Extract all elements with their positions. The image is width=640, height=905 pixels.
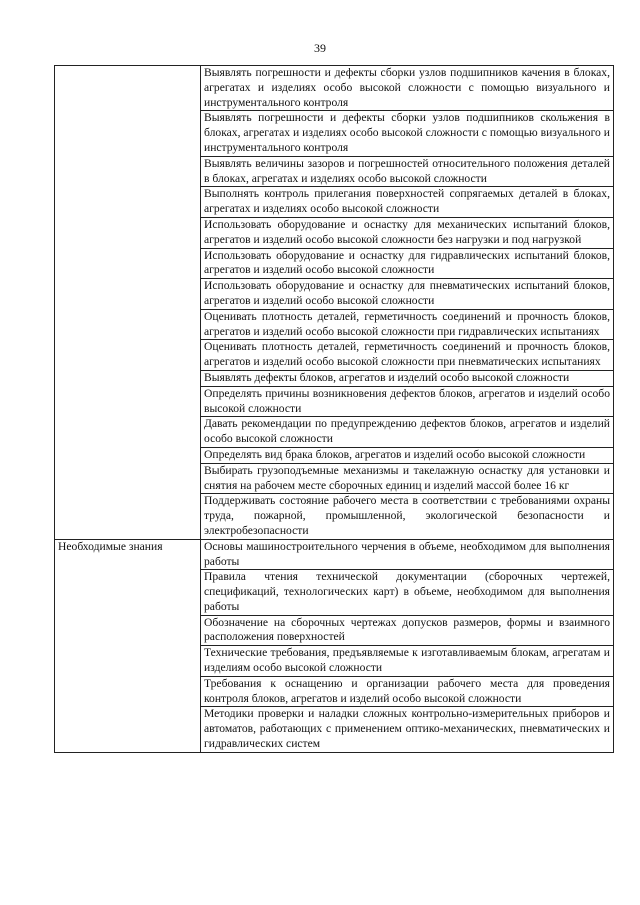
requirement-text: Использовать оборудование и оснастку для пневматических испытаний блоков, агрегатов и изделий особо высокой сложности: [201, 279, 614, 310]
requirement-text: Использовать оборудование и оснастку для механических испытаний блоков, агрегатов и изделий особо высокой сложности без нагрузки и под нагрузкой: [201, 217, 614, 248]
section-label-continuation: [55, 447, 201, 463]
requirement-text: Выявлять погрешности и дефекты сборки узлов подшипников качения в блоках, агрегатах и изделиях особо высокой сложности с помощью визуального и инструментального контроля: [201, 66, 614, 111]
table-row: [55, 309, 614, 340]
table-row: [55, 370, 614, 386]
table-row: [55, 447, 614, 463]
table-row: [55, 646, 614, 677]
requirement-text: Определять причины возникновения дефектов блоков, агрегатов и изделий особо высокой сложности: [201, 386, 614, 417]
table-row: [55, 111, 614, 156]
section-label-continuation: [55, 646, 201, 677]
section-label-continuation: [55, 156, 201, 187]
section-label-continuation: [55, 279, 201, 310]
requirement-text: Давать рекомендации по предупреждению дефектов блоков, агрегатов и изделий особо высокой сложности: [201, 417, 614, 448]
requirement-text: Выявлять величины зазоров и погрешностей относительного положения деталей в блоках, агрегатах и изделиях особо высокой сложности: [201, 156, 614, 187]
table-row: [55, 494, 614, 539]
table-row: [55, 156, 614, 187]
requirement-text: Поддерживать состояние рабочего места в соответствии с требованиями охраны труда, пожарной, промышленной, экологической безопасности и электробезопасности: [201, 494, 614, 539]
table-row: [55, 417, 614, 448]
page-number: 39: [314, 41, 326, 55]
section-label-continuation: [55, 463, 201, 494]
table-row: [55, 570, 614, 615]
table-row: [55, 615, 614, 646]
requirement-text: Правила чтения технической документации (сборочных чертежей, спецификаций, технологических карт) в объеме, необходимом для выполнения работы: [201, 570, 614, 615]
section-label: Необходимые знания: [55, 539, 201, 570]
section-label-continuation: [55, 676, 201, 707]
requirement-text: Определять вид брака блоков, агрегатов и изделий особо высокой сложности: [201, 447, 614, 463]
section-label-continuation: [55, 309, 201, 340]
requirement-text: Выбирать грузоподъемные механизмы и такелажную оснастку для установки и снятия на рабочем месте сборочных единиц и изделий массой более 16 кг: [201, 463, 614, 494]
requirement-text: Выявлять дефекты блоков, агрегатов и изделий особо высокой сложности: [201, 370, 614, 386]
section-label-continuation: [55, 570, 201, 615]
table-row: [55, 66, 614, 111]
section-label-continuation: [55, 615, 201, 646]
table-row: [55, 707, 614, 752]
table-row: [55, 340, 614, 371]
requirement-text: Оценивать плотность деталей, герметичность соединений и прочность блоков, агрегатов и изделий особо высокой сложности при гидравлических испытаниях: [201, 309, 614, 340]
table-body: [55, 66, 614, 753]
section-label-continuation: [55, 340, 201, 371]
requirement-text: Требования к оснащению и организации рабочего места для проведения контроля блоков, агрегатов и изделий особо высокой сложности: [201, 676, 614, 707]
table-row: [55, 386, 614, 417]
table-row: [55, 217, 614, 248]
section-label-continuation: [55, 370, 201, 386]
requirement-text: Технические требования, предъявляемые к изготавливаемым блокам, агрегатам и изделиям особо высокой сложности: [201, 646, 614, 677]
section-label-continuation: [55, 187, 201, 218]
section-label-continuation: [55, 248, 201, 279]
requirement-text: Основы машиностроительного черчения в объеме, необходимом для выполнения работы: [201, 539, 614, 570]
section-label-continuation: [55, 494, 201, 539]
requirement-text: Методики проверки и наладки сложных контрольно-измерительных приборов и автоматов, работающих с применением оптико-механических, пневматических и гидравлических систем: [201, 707, 614, 752]
table-row: [55, 676, 614, 707]
requirement-text: Выявлять погрешности и дефекты сборки узлов подшипников скольжения в блоках, агрегатах и изделиях особо высокой сложности с помощью визуального и инструментального контроля: [201, 111, 614, 156]
table-row: [55, 463, 614, 494]
section-label-continuation: [55, 217, 201, 248]
requirement-text: Обозначение на сборочных чертежах допусков размеров, формы и взаимного расположения поверхностей: [201, 615, 614, 646]
table-row: [55, 539, 614, 570]
section-label-continuation: [55, 417, 201, 448]
requirements-table: [54, 65, 614, 753]
table-row: [55, 248, 614, 279]
section-label-continuation: [55, 386, 201, 417]
requirement-text: Использовать оборудование и оснастку для гидравлических испытаний блоков, агрегатов и изделий особо высокой сложности: [201, 248, 614, 279]
table-row: [55, 187, 614, 218]
section-label: [55, 66, 201, 111]
requirement-text: Оценивать плотность деталей, герметичность соединений и прочность блоков, агрегатов и изделий особо высокой сложности при пневматических испытаниях: [201, 340, 614, 371]
section-label-continuation: [55, 707, 201, 752]
requirement-text: Выполнять контроль прилегания поверхностей сопрягаемых деталей в блоках, агрегатах и изделиях особо высокой сложности: [201, 187, 614, 218]
section-label-continuation: [55, 111, 201, 156]
table-row: [55, 279, 614, 310]
